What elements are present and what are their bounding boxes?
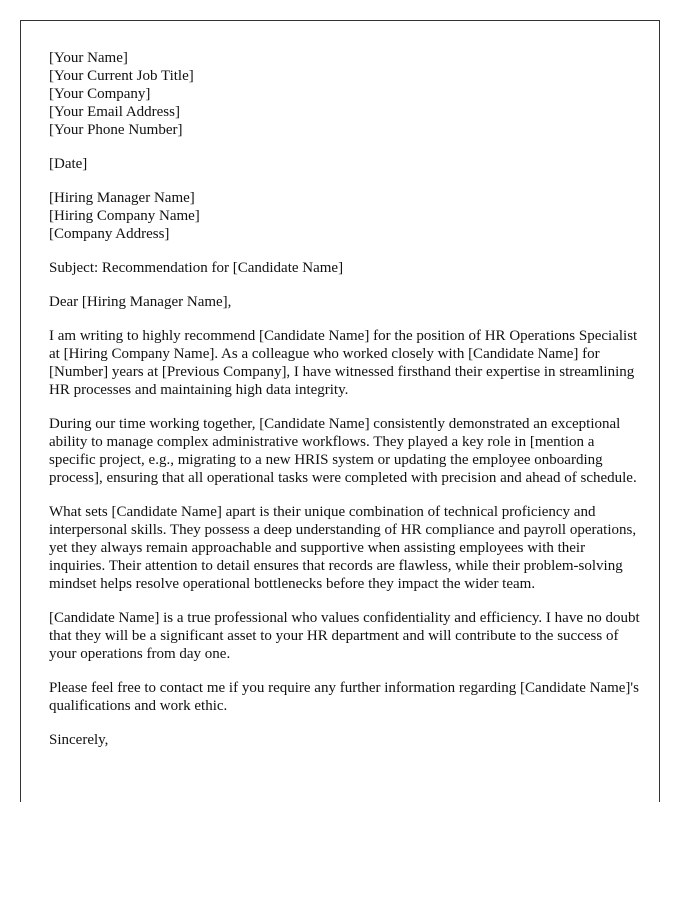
body-paragraph-3: What sets [Candidate Name] apart is their unique combination of technical proficiency and interpersonal skills. They possess a deep understanding of HR compliance and payroll operations, yet they always remain approachable and supportive when assisting employees with their inquiries. Their attention to detail ensures that records are flawless, while their problem-solving mindset helps resolve operational bottlenecks before they impact the wider team. [49, 504, 637, 592]
letter-page [20, 20, 660, 802]
closing: Sincerely, [49, 732, 109, 748]
body-paragraph-2: During our time working together, [Candidate Name] consistently demonstrated an exceptional ability to manage complex administrative workflows. They played a key role in [mention a specific project, e.g., migrating to a new HRIS system or updating the employee onboarding process], ensuring that all operational tasks were completed with precision and ahead of schedule. [49, 416, 637, 486]
subject-line: Subject: Recommendation for [Candidate Name] [49, 260, 344, 276]
body-paragraph-5: Please feel free to contact me if you require any further information regarding [Candidate Name]'s qualifications and work ethic. [49, 680, 639, 714]
sender-phone: [Your Phone Number] [49, 122, 183, 138]
date-block [49, 155, 641, 173]
letter-content [49, 49, 641, 765]
salutation: Dear [Hiring Manager Name], [49, 294, 232, 310]
sender-job-title: [Your Current Job Title] [49, 68, 194, 84]
sender-company: [Your Company] [49, 86, 151, 102]
sender-block [49, 49, 641, 139]
body-paragraph-1: I am writing to highly recommend [Candidate Name] for the position of HR Operations Specialist at [Hiring Company Name]. As a colleague who worked closely with [Candidate Name] for [Number] years at [Previous Company], I have witnessed firsthand their expertise in streamlining HR processes and maintaining high data integrity. [49, 328, 638, 398]
letter-date: [Date] [49, 156, 88, 172]
recipient-address: [Company Address] [49, 226, 170, 242]
recipient-company: [Hiring Company Name] [49, 208, 200, 224]
recipient-name: [Hiring Manager Name] [49, 190, 195, 206]
recipient-block [49, 189, 641, 243]
sender-name: [Your Name] [49, 50, 128, 66]
sender-email: [Your Email Address] [49, 104, 180, 120]
body-paragraph-4: [Candidate Name] is a true professional who values confidentiality and efficiency. I have no doubt that they will be a significant asset to your HR department and will contribute to the success of your operations from day one. [49, 610, 640, 662]
